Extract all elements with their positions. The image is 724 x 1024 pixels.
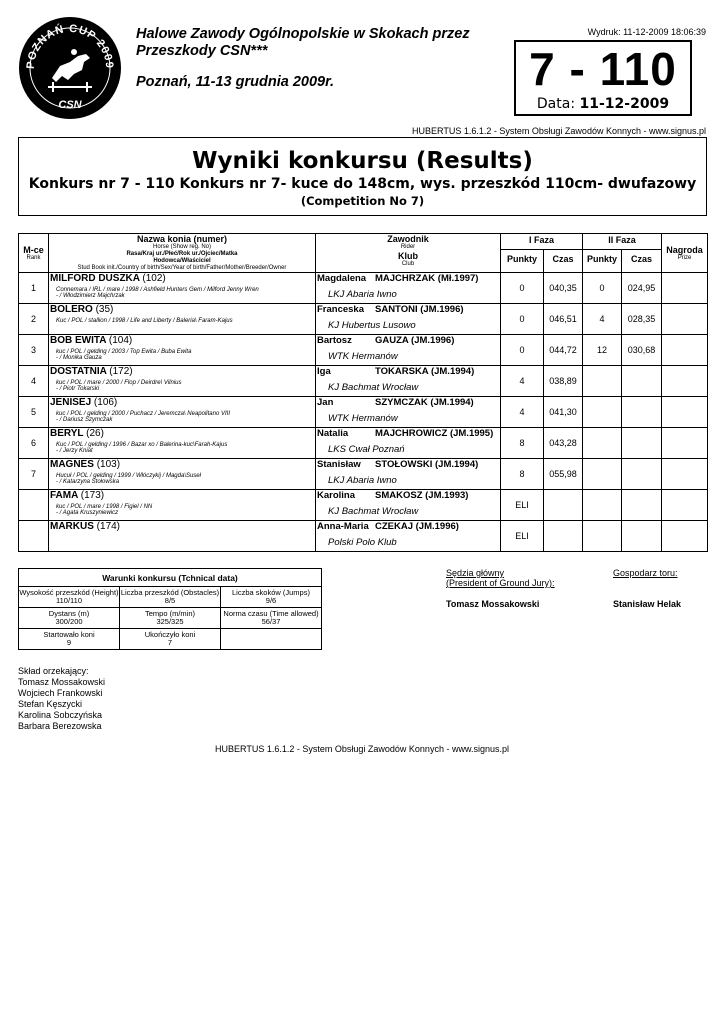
prize-cell (662, 490, 708, 521)
phase2-points (583, 521, 622, 552)
club-name: LKJ Abaria Iwno (328, 289, 397, 300)
prize-cell (662, 335, 708, 366)
rider-last-name: SANTONI (JM.1996) (375, 304, 464, 315)
event-title: Halowe Zawody Ogólnopolskie w Skokach przez Przeszkody CSN*** (136, 26, 470, 59)
horse-details: kuc / POL / gelding / 2000 / Puchacz / Jeremcza\ Neapolitano VIII (56, 411, 230, 417)
phase2-points (583, 428, 622, 459)
event-logo (18, 16, 122, 120)
horse-name: FAMA (173) (50, 490, 105, 501)
rider-last-name: SMAKOSZ (JM.1993) (375, 490, 469, 501)
phase1-time (544, 521, 583, 552)
jury-list (18, 666, 105, 732)
prize-cell (662, 397, 708, 428)
empty-cell (221, 629, 322, 650)
started-cell: Startowało koni 9 (19, 629, 120, 650)
phase1-points: 0 (501, 273, 544, 304)
time-allowed-cell: Norma czasu (Time allowed) 56/37 (221, 608, 322, 629)
table-row (19, 459, 708, 490)
prize-cell (662, 273, 708, 304)
prize-cell (662, 428, 708, 459)
club-name: KJ Hubertus Lusowo (328, 320, 416, 331)
table-row (19, 304, 708, 335)
horse-owner: - / Włodzimierz Majchrzak (56, 293, 125, 299)
horse-cell (49, 335, 316, 366)
software-credit-bottom: HUBERTUS 1.6.1.2 - System Obsługi Zawodów Konnych - www.signus.pl (215, 744, 509, 754)
rider-first-name: Iga (317, 366, 331, 377)
judge-name: Tomasz Mossakowski (446, 599, 540, 609)
jury-member: Tomasz Mossakowski (18, 677, 106, 687)
conditions-title: Warunki konkursu (Tchnical data) (19, 569, 322, 587)
date-label: Data: (536, 96, 576, 112)
phase1-time: 046,51 (544, 304, 583, 335)
jumps-cell: Liczba skoków (Jumps) 9/6 (221, 587, 322, 608)
tempo-cell: Tempo (m/min) 325/325 (120, 608, 221, 629)
header-phase1: I Faza (501, 234, 583, 250)
phase2-time (622, 397, 662, 428)
horse-cell (49, 490, 316, 521)
event-date-place: Poznań, 11-13 grudnia 2009r. (136, 74, 334, 90)
phase1-time: 043,28 (544, 428, 583, 459)
horse-owner: - / Piotr Tokarski (56, 386, 100, 392)
club-name: KJ Bachmat Wrocław (328, 382, 419, 393)
horse-owner: - / Dariusz Szymczak (56, 417, 113, 423)
phase2-time: 030,68 (622, 335, 662, 366)
prize-cell (662, 459, 708, 490)
horse-details: Connemara / IRL / mare / 1998 / Ashfield Hunters Gem / Milford Jenny Wren (56, 287, 259, 293)
rank-cell: 1 (19, 273, 49, 304)
rider-last-name: SZYMCZAK (JM.1994) (375, 397, 474, 408)
prize-cell (662, 304, 708, 335)
header-prize: Nagroda Prize (662, 234, 708, 273)
horse-cell (49, 521, 316, 552)
rider-first-name: Jan (317, 397, 334, 408)
rider-cell (316, 428, 501, 459)
rank-cell (19, 490, 49, 521)
rider-cell (316, 273, 501, 304)
header-time-2: Czas (622, 249, 662, 272)
rider-first-name: Franceska (317, 304, 365, 315)
phase2-time (622, 521, 662, 552)
club-name: LKS Cwał Poznań (328, 444, 405, 455)
rider-first-name: Bartosz (317, 335, 352, 346)
phase2-points (583, 366, 622, 397)
header-rank: M-ce Rank (19, 234, 49, 273)
jury-member: Karolina Sobczyńska (18, 710, 103, 720)
horse-owner: - / Katarzyna Stołowska (56, 479, 120, 485)
phase1-points: ELI (501, 490, 544, 521)
club-name: WTK Hermanów (328, 351, 398, 362)
competition-box (514, 40, 692, 116)
date-value: 11-12-2009 (579, 96, 670, 112)
header-phase2: II Faza (583, 234, 662, 250)
club-name: Polski Polo Klub (328, 537, 397, 548)
table-row (19, 366, 708, 397)
phase2-points: 12 (583, 335, 622, 366)
rider-cell (316, 490, 501, 521)
phase2-points: 0 (583, 273, 622, 304)
phase1-points: 4 (501, 397, 544, 428)
jury-member: Stefan Kęszycki (18, 699, 83, 709)
results-title-box (18, 137, 707, 216)
rider-first-name: Natalia (317, 428, 349, 439)
table-row (19, 335, 708, 366)
results-title: Wyniki konkursu (Results) (192, 148, 533, 174)
rider-cell (316, 521, 501, 552)
club-name: LKJ Abaria Iwno (328, 475, 397, 486)
phase1-points: ELI (501, 521, 544, 552)
horse-cell (49, 304, 316, 335)
phase2-time (622, 459, 662, 490)
rider-last-name: TOKARSKA (JM.1994) (375, 366, 475, 377)
logo-bottom-text: CSN (58, 99, 82, 111)
jury-member: Barbara Berezowska (18, 721, 102, 731)
phase1-time: 040,35 (544, 273, 583, 304)
horse-name: BOB EWITA (104) (50, 335, 133, 346)
prize-cell (662, 521, 708, 552)
competition-date (516, 96, 690, 112)
header-points-2: Punkty (583, 249, 622, 272)
rank-cell: 3 (19, 335, 49, 366)
phase2-time (622, 428, 662, 459)
phase2-points (583, 397, 622, 428)
phase1-points: 0 (501, 335, 544, 366)
rider-last-name: GAUZA (JM.1996) (375, 335, 455, 346)
table-row (19, 273, 708, 304)
phase1-points: 0 (501, 304, 544, 335)
rider-last-name: CZEKAJ (JM.1996) (375, 521, 459, 532)
rider-cell (316, 459, 501, 490)
phase2-points (583, 490, 622, 521)
rank-cell (19, 521, 49, 552)
rider-first-name: Anna-Maria (317, 521, 369, 532)
phase1-time: 055,98 (544, 459, 583, 490)
phase1-time: 044,72 (544, 335, 583, 366)
phase2-time (622, 366, 662, 397)
rank-cell: 7 (19, 459, 49, 490)
table-row (19, 490, 708, 521)
obstacles-cell: Liczba przeszkód (Obstacles) 8/5 (120, 587, 221, 608)
prize-cell (662, 366, 708, 397)
header-time-1: Czas (544, 249, 583, 272)
table-row (19, 397, 708, 428)
jury-label: Skład orzekający: (18, 666, 89, 676)
software-credit-top: HUBERTUS 1.6.1.2 - System Obsługi Zawodów Konnych - www.signus.pl (412, 126, 706, 136)
height-cell: Wysokość przeszkód (Height) 110/110 (19, 587, 120, 608)
rank-cell: 2 (19, 304, 49, 335)
phase1-points: 4 (501, 366, 544, 397)
table-row (19, 521, 708, 552)
horse-cell (49, 397, 316, 428)
rider-cell (316, 335, 501, 366)
logo-top-text: POZNAŃ CUP 2009 (24, 22, 116, 70)
rank-cell: 6 (19, 428, 49, 459)
organizer-label: Gospodarz toru: (613, 568, 678, 578)
horse-details: kuc / POL / mare / 2000 / Flop / Deirdre\ Vilnius (56, 380, 182, 386)
horse-name: MARKUS (174) (50, 521, 121, 532)
phase1-time: 041,30 (544, 397, 583, 428)
club-name: KJ Bachmat Wrocław (328, 506, 419, 517)
rider-last-name: STOŁOWSKI (JM.1994) (375, 459, 479, 470)
rider-first-name: Karolina (317, 490, 356, 501)
horse-details: Hucuł / POL / gelding / 1999 / Włóczykij / Magda\Suseł (56, 473, 201, 479)
distance-cell: Dystans (m) 300/200 (19, 608, 120, 629)
rider-last-name: MAJCHRZAK (Mł.1997) (375, 273, 479, 284)
horse-name: JENISEJ (106) (50, 397, 118, 408)
finished-cell: Ukończyło koni 7 (120, 629, 221, 650)
rider-cell (316, 366, 501, 397)
rider-first-name: Magdalena (317, 273, 367, 284)
horse-owner: - / Jerzy Kniat (56, 448, 93, 454)
rank-cell: 4 (19, 366, 49, 397)
rider-cell (316, 397, 501, 428)
horse-details: Kuc / POL / gelding / 1996 / Bazar xo / Balerina-kuc\Farah-Kajus (56, 442, 228, 448)
rider-first-name: Stanisław (317, 459, 361, 470)
phase1-points: 8 (501, 428, 544, 459)
horse-details: kuc / POL / mare / 1998 / Figiel / NN (56, 504, 153, 510)
horse-cell (49, 366, 316, 397)
horse-name: MAGNES (103) (50, 459, 121, 470)
rank-cell: 5 (19, 397, 49, 428)
competition-code: 7 - 110 (529, 43, 677, 95)
horse-name: BERYL (26) (50, 428, 104, 439)
horse-details: Kuc / POL / stallion / 1998 / Life and Liberty / Baleria\ Faram-Kajus (56, 318, 233, 324)
rider-last-name: MAJCHROWICZ (JM.1995) (375, 428, 494, 439)
horse-name: BOLERO (35) (50, 304, 114, 315)
horse-cell (49, 273, 316, 304)
horse-owner: - / Monika Gauza (56, 355, 102, 361)
organizer-name: Stanisław Helak (613, 599, 682, 609)
horse-name: MILFORD DUSZKA (102) (50, 273, 166, 284)
horse-owner: - / Agata Kruszyniewicz (56, 510, 119, 516)
header-points-1: Punkty (501, 249, 544, 272)
horse-cell (49, 428, 316, 459)
horse-name: DOSTATNIA (172) (50, 366, 133, 377)
phase2-points: 4 (583, 304, 622, 335)
results-subtitle-en: (Competition No 7) (300, 194, 425, 208)
table-row (19, 428, 708, 459)
judge-label: Sędzia główny (President of Ground Jury): (446, 568, 555, 588)
header-rider: Zawodnik Rider Klub Club (316, 234, 501, 273)
phase1-points: 8 (501, 459, 544, 490)
phase1-time (544, 490, 583, 521)
horse-cell (49, 459, 316, 490)
print-date: Wydruk: 11-12-2009 18:06:39 (587, 27, 706, 37)
phase1-time: 038,89 (544, 366, 583, 397)
horse-details: kuc / POL / gelding / 2003 / Top Ewita / Buba Ewita (56, 349, 192, 355)
phase2-time: 024,95 (622, 273, 662, 304)
club-name: WTK Hermanów (328, 413, 398, 424)
results-subtitle: Konkurs nr 7 - 110 Konkurs nr 7- kuce do 148cm, wys. przeszkód 110cm- dwufazowy (28, 176, 697, 192)
jury-member: Wojciech Frankowski (18, 688, 103, 698)
phase2-time: 028,35 (622, 304, 662, 335)
conditions-table (18, 568, 322, 650)
header-horse: Nazwa konia (numer) Horse (Show reg. No) Rasa/Kraj ur./Płeć/Rok ur./Ojciec/Matka Hodowca/Właściciel Stud Book init./Country of birth/Sex/Year of birth/Father/Mother/Breeder/Owner (49, 234, 316, 273)
phase2-time (622, 490, 662, 521)
results-table (18, 233, 708, 552)
phase2-points (583, 459, 622, 490)
rider-cell (316, 304, 501, 335)
